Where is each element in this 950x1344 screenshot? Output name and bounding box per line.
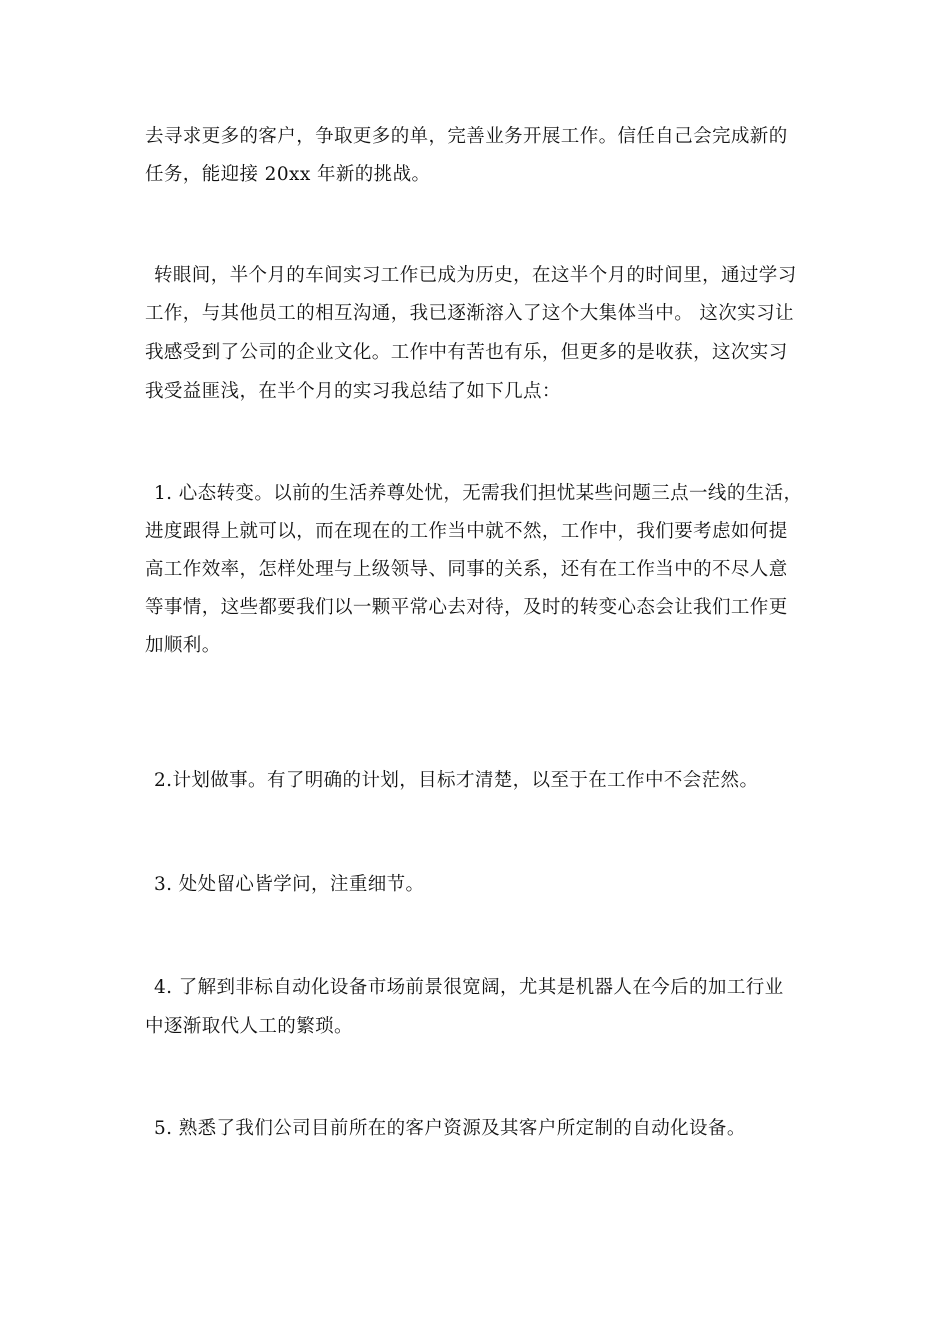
list-item-2-line-1: 2.计划做事。有了明确的计划，目标才清楚，以至于在工作中不会茫然。 bbox=[154, 770, 759, 791]
list-item-5-line-1: 5. 熟悉了我们公司目前所在的客户资源及其客户所定制的自动化设备。 bbox=[154, 1118, 746, 1139]
list-item-1-line-3: 高工作效率，怎样处理与上级领导、同事的关系，还有在工作当中的不尽人意 bbox=[145, 559, 788, 580]
list-item-3-line-1: 3. 处处留心皆学问，注重细节。 bbox=[154, 874, 425, 895]
paragraph-2-line-4: 我受益匪浅，在半个月的实习我总结了如下几点： bbox=[145, 381, 561, 402]
paragraph-2-line-1: 转眼间，半个月的车间实习工作已成为历史，在这半个月的时间里，通过学习 bbox=[154, 265, 797, 286]
paragraph-2-line-3: 我感受到了公司的企业文化。工作中有苦也有乐，但更多的是收获，这次实习 bbox=[145, 342, 788, 363]
list-item-1-line-2: 进度跟得上就可以，而在现在的工作当中就不然，工作中，我们要考虑如何提 bbox=[145, 521, 788, 542]
list-item-1-line-1: 1. 心态转变。以前的生活养尊处忧，无需我们担忧某些问题三点一线的生活， bbox=[154, 483, 803, 504]
paragraph-2-line-2: 工作，与其他员工的相互沟通，我已逐渐溶入了这个大集体当中。 这次实习让 bbox=[145, 303, 794, 324]
paragraph-1-line-1: 去寻求更多的客户，争取更多的单，完善业务开展工作。信任自己会完成新的 bbox=[145, 126, 788, 147]
list-item-4-line-2: 中逐渐取代人工的繁琐。 bbox=[145, 1016, 353, 1037]
list-item-1-line-5: 加顺利。 bbox=[145, 635, 221, 656]
list-item-4-line-1: 4. 了解到非标自动化设备市场前景很宽阔，尤其是机器人在今后的加工行业 bbox=[154, 977, 784, 998]
list-item-1-line-4: 等事情，这些都要我们以一颗平常心去对待，及时的转变心态会让我们工作更 bbox=[145, 597, 788, 618]
paragraph-1-line-2: 任务，能迎接 20xx 年新的挑战。 bbox=[145, 164, 431, 185]
